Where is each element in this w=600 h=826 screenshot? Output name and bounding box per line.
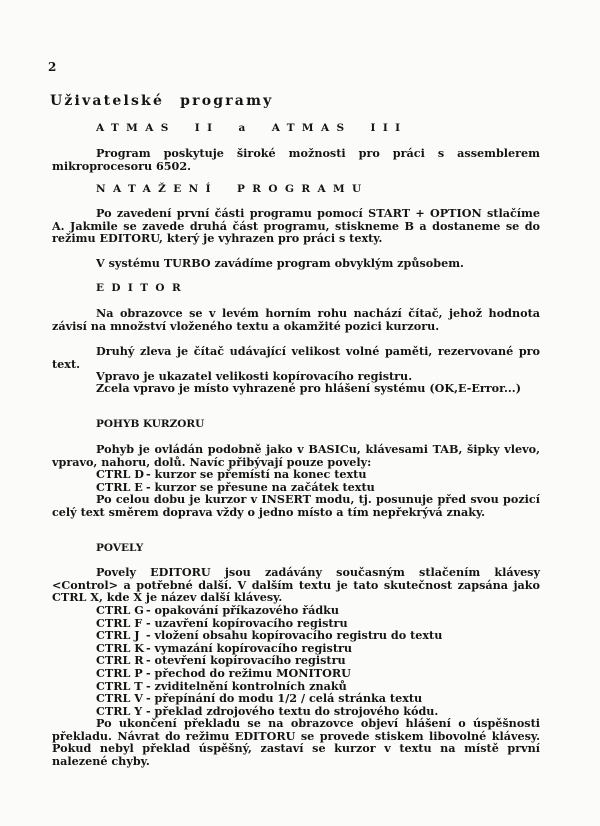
command-key: CTRL J xyxy=(96,628,140,643)
command-key: CTRL P xyxy=(96,665,143,680)
loading-paragraph-1: Po zavedení první části programu pomocí START + OPTION stlačíme A. Jakmile se zavede druhá část programu, stiskneme B a dostaneme se do režimu EDITORU, který je vyhrazen pro práci s texty. xyxy=(52,206,540,246)
command-description: - kurzor se přesune na začátek textu xyxy=(146,479,375,494)
commands-heading: POVELY xyxy=(96,542,144,554)
command-description: - přechod do režimu MONITORU xyxy=(146,665,351,680)
command-key: CTRL V xyxy=(96,691,143,706)
command-description: - vložení obsahu kopírovacího registru do textu xyxy=(146,628,443,643)
command-key: CTRL F xyxy=(96,615,143,630)
command-description: - zviditelnění kontrolních znaků xyxy=(146,678,347,693)
command-description: - překlad zdrojového textu do strojového kódu. xyxy=(146,703,439,718)
command-key: CTRL R xyxy=(96,653,144,668)
cursor-command-list xyxy=(96,468,536,493)
editor-command-list xyxy=(96,604,536,717)
loading-heading: NATAŽENÍ PROGRAMU xyxy=(96,183,369,195)
commands-paragraph-1: Povely EDITORU jsou zadávány současným stlačením klávesy <Control> a potřebné další. V dalším textu je tato skutečnost zapsána jako CTRL X, kde X je název další klávesy. xyxy=(52,565,540,605)
cursor-paragraph-1: Pohyb je ovládán podobně jako v BASICu, klávesami TAB, šipky vlevo, vpravo, nahoru, dolů. Navíc přibývají pouze povely: xyxy=(52,442,540,469)
cursor-heading: POHYB KURZORU xyxy=(96,418,205,430)
command-description: - vymazání kopírovacího registru xyxy=(146,640,353,655)
command-key: CTRL K xyxy=(96,640,145,655)
command-key: CTRL Y xyxy=(96,703,143,718)
command-key: CTRL T xyxy=(96,678,143,693)
loading-paragraph-2: V systému TURBO zavádíme program obvyklým způsobem. xyxy=(96,256,464,270)
editor-paragraph-3: Vpravo je ukazatel velikosti kopírovacího registru. xyxy=(96,369,413,383)
page-number: 2 xyxy=(48,60,57,74)
editor-paragraph-1: Na obrazovce se v levém horním rohu nachází čítač, jehož hodnota závisí na množství vloženého textu a okamžité pozici kurzoru. xyxy=(52,306,540,333)
editor-heading: EDITOR xyxy=(96,282,189,294)
editor-paragraph-2: Druhý zleva je čítač udávající velikost volné paměti, rezervované pro text. xyxy=(52,344,540,371)
command-key: CTRL E xyxy=(96,479,143,494)
command-description: - opakování příkazového řádku xyxy=(146,603,340,617)
document-title: Uživatelské programy xyxy=(50,93,274,109)
command-description: - přepínání do modu 1/2 / celá stránka textu xyxy=(146,691,423,706)
commands-paragraph-2: Po ukončení překladu se na obrazovce objeví hlášení o úspěšnosti překladu. Návrat do režimu EDITORU se provede stiskem libovolné klávesy. Pokud nebyl překlad úspěšný, zastaví se kurzor v textu na místě první nalezené chyby. xyxy=(52,716,540,768)
command-description: - otevření kopírovacího registru xyxy=(146,653,346,668)
program-title: ATMAS II a ATMAS III xyxy=(96,122,408,134)
command-key: CTRL G xyxy=(96,603,144,617)
editor-paragraph-4: Zcela vpravo je místo vyhrazené pro hlášení systému (OK,E-Error...) xyxy=(96,381,521,395)
cursor-paragraph-2: Po celou dobu je kurzor v INSERT modu, tj. posunuje před svou pozicí celý text směrem doprava vždy o jedno místo a tím nepřekrývá znaky. xyxy=(52,492,540,519)
command-description: - kurzor se přemístí na konec textu xyxy=(146,467,367,481)
command-key: CTRL D xyxy=(96,467,144,481)
command-description: - uzavření kopírovacího registru xyxy=(146,615,348,630)
intro-paragraph: Program poskytuje široké možnosti pro práci s assemblerem mikroprocesoru 6502. xyxy=(52,146,540,173)
